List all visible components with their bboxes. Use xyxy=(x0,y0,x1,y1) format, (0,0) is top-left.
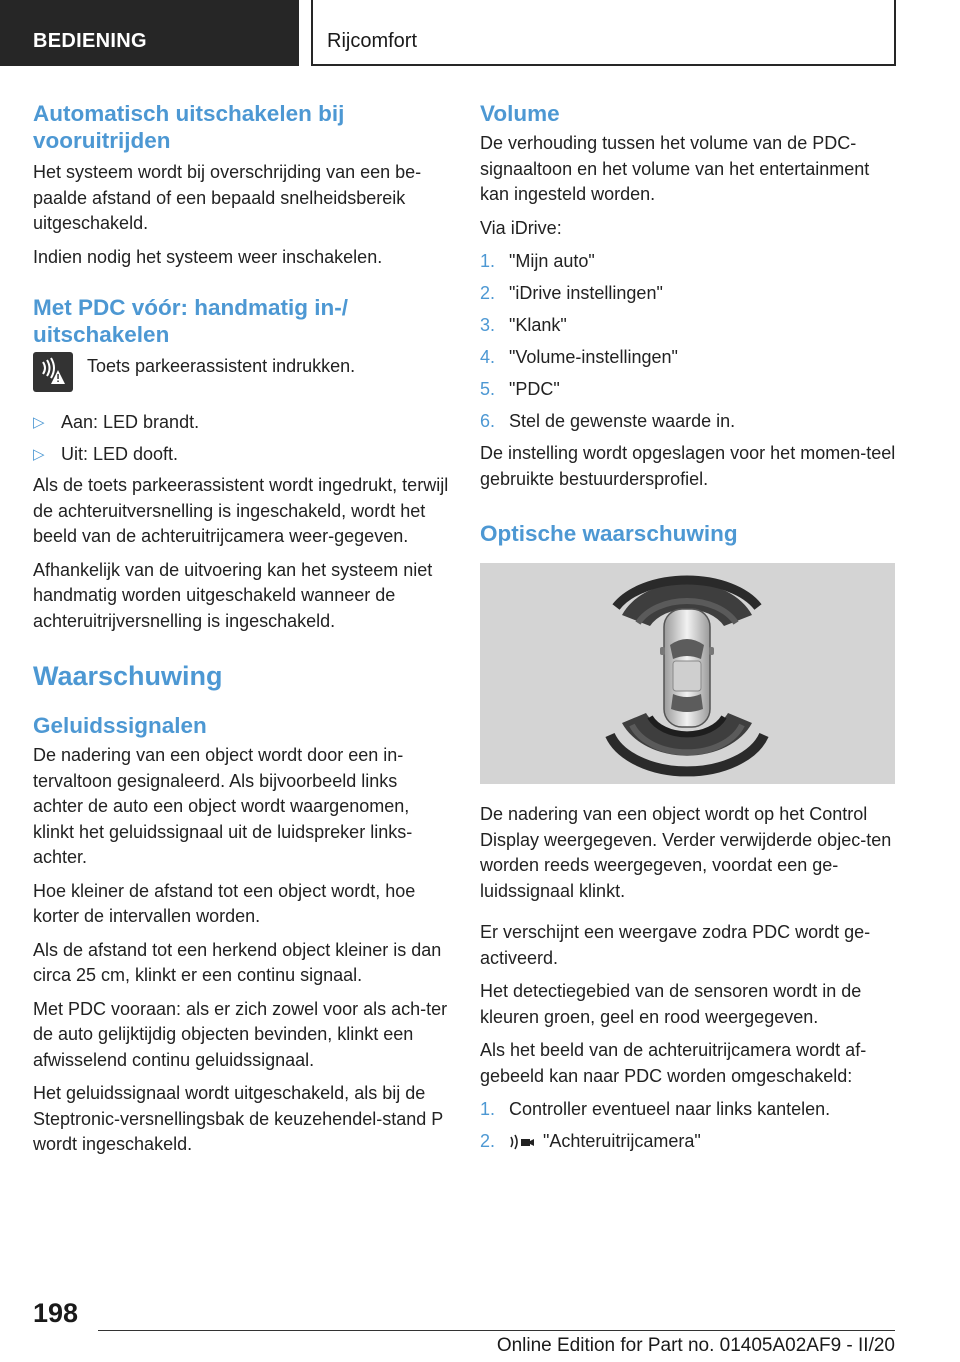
button-instruction xyxy=(33,352,449,392)
paragraph: De verhouding tussen het volume van de PDC-signaaltoon en het volume van het entertainment kan ingesteld worden. xyxy=(480,133,870,204)
list-item: 2. "Achteruitrijcamera" xyxy=(480,1131,701,1151)
chapter-title: Rijcomfort xyxy=(311,0,896,66)
list-item: 4. "Volume-instellingen" xyxy=(480,347,678,367)
heading-auto-off: Automatisch uitschakelen bij vooruitrijden xyxy=(33,101,345,153)
paragraph: Het geluidssignaal wordt uitgeschakeld, als bij de Steptronic-versnellingsbak de keuzehendel-stand P wordt ingeschakeld. xyxy=(33,1083,443,1154)
triangle-bullet-icon: ▷ xyxy=(33,414,45,431)
triangle-bullet-icon: ▷ xyxy=(33,445,45,463)
paragraph: Als de toets parkeerassistent wordt ingedrukt, terwijl de achteruitversnelling is ingeschakeld, wordt het beeld van de achteruitrijcamera weer-gegeven. xyxy=(33,475,449,546)
pdc-display-illustration xyxy=(480,563,895,784)
page-header xyxy=(0,0,960,66)
paragraph: Via iDrive: xyxy=(480,217,562,238)
section-tab: BEDIENING xyxy=(0,0,299,66)
heading-volume: Volume xyxy=(480,101,560,126)
paragraph: De nadering van een object wordt door een in-tervaltoon gesignaleerd. Als bijvoorbeeld links achter de auto een object wordt waargenomen, klinkt het geluidssignaal uit de luidspreker links-achter. xyxy=(33,745,413,867)
camera-steps xyxy=(480,1097,896,1155)
paragraph: Er verschijnt een weergave zodra PDC wordt ge-activeerd. xyxy=(480,922,871,968)
heading-manual: Met PDC vóór: handmatig in-/ uitschakelen xyxy=(33,295,348,347)
edition-note: Online Edition for Part no. 01405A02AF9 - II/20 xyxy=(496,1335,895,1356)
paragraph: Het systeem wordt bij overschrijding van een be-paalde afstand of een bepaald snelheidsbereik uitgeschakeld. xyxy=(33,162,422,233)
idrive-steps xyxy=(480,249,896,435)
list-item: 6. Stel de gewenste waarde in. xyxy=(480,411,736,431)
right-column xyxy=(480,100,896,1161)
list-item: 5. "PDC" xyxy=(480,379,560,399)
left-column xyxy=(33,100,449,1166)
list-item: ▷ Uit: LED dooft. xyxy=(33,442,449,468)
heading-warning: Waarschuwing xyxy=(33,661,223,691)
heading-sound: Geluidssignalen xyxy=(33,713,207,738)
paragraph: Het detectiegebied van de sensoren wordt in de kleuren groen, geel en rood weergegeven. xyxy=(480,981,862,1027)
list-item: 2. "iDrive instellingen" xyxy=(480,283,663,303)
paragraph: De instelling wordt opgeslagen voor het momen-teel gebruikte bestuurdersprofiel. xyxy=(480,443,896,489)
pdc-car-diagram xyxy=(480,563,895,784)
list-item: 1. Controller eventueel naar links kantelen. xyxy=(480,1099,831,1119)
parking-assistant-button-icon xyxy=(33,352,73,392)
paragraph: Indien nodig het systeem weer inschakelen. xyxy=(33,246,383,267)
paragraph: Afhankelijk van de uitvoering kan het systeem niet handmatig worden uitgeschakeld wanneer de achteruitrijversnelling is ingeschakeld. xyxy=(33,559,433,631)
list-item: 3. "Klank" xyxy=(480,315,567,335)
list-item: ▷ Aan: LED brandt. xyxy=(33,410,449,436)
heading-visual: Optische waarschuwing xyxy=(480,521,738,546)
page-number: 198 xyxy=(33,1298,79,1328)
paragraph: Als de afstand tot een herkend object kleiner is dan circa 25 cm, klinkt er een continu signaal. xyxy=(33,939,442,985)
list-item: 1. "Mijn auto" xyxy=(480,251,595,271)
footer-divider xyxy=(98,1330,895,1331)
button-instruction-text: Toets parkeerassistent indrukken. xyxy=(87,356,356,376)
led-list xyxy=(33,410,449,467)
paragraph: Hoe kleiner de afstand tot een object wordt, hoe korter de intervallen worden. xyxy=(33,880,416,926)
reversing-camera-icon xyxy=(509,1132,535,1152)
paragraph: Als het beeld van de achteruitrijcamera wordt af-gebeeld kan naar PDC worden omgeschakeld: xyxy=(480,1040,867,1086)
paragraph: De nadering van een object wordt op het Control Display weergegeven. Verder verwijderde objec-ten worden reeds weergegeven, voordat een ge-luidssignaal klinkt. xyxy=(480,804,892,901)
paragraph: Met PDC vooraan: als er zich zowel voor als ach-ter de auto gelijktijdig objecten bevinden, klinkt een afwisselend continu geluidssignaal. xyxy=(33,998,448,1070)
